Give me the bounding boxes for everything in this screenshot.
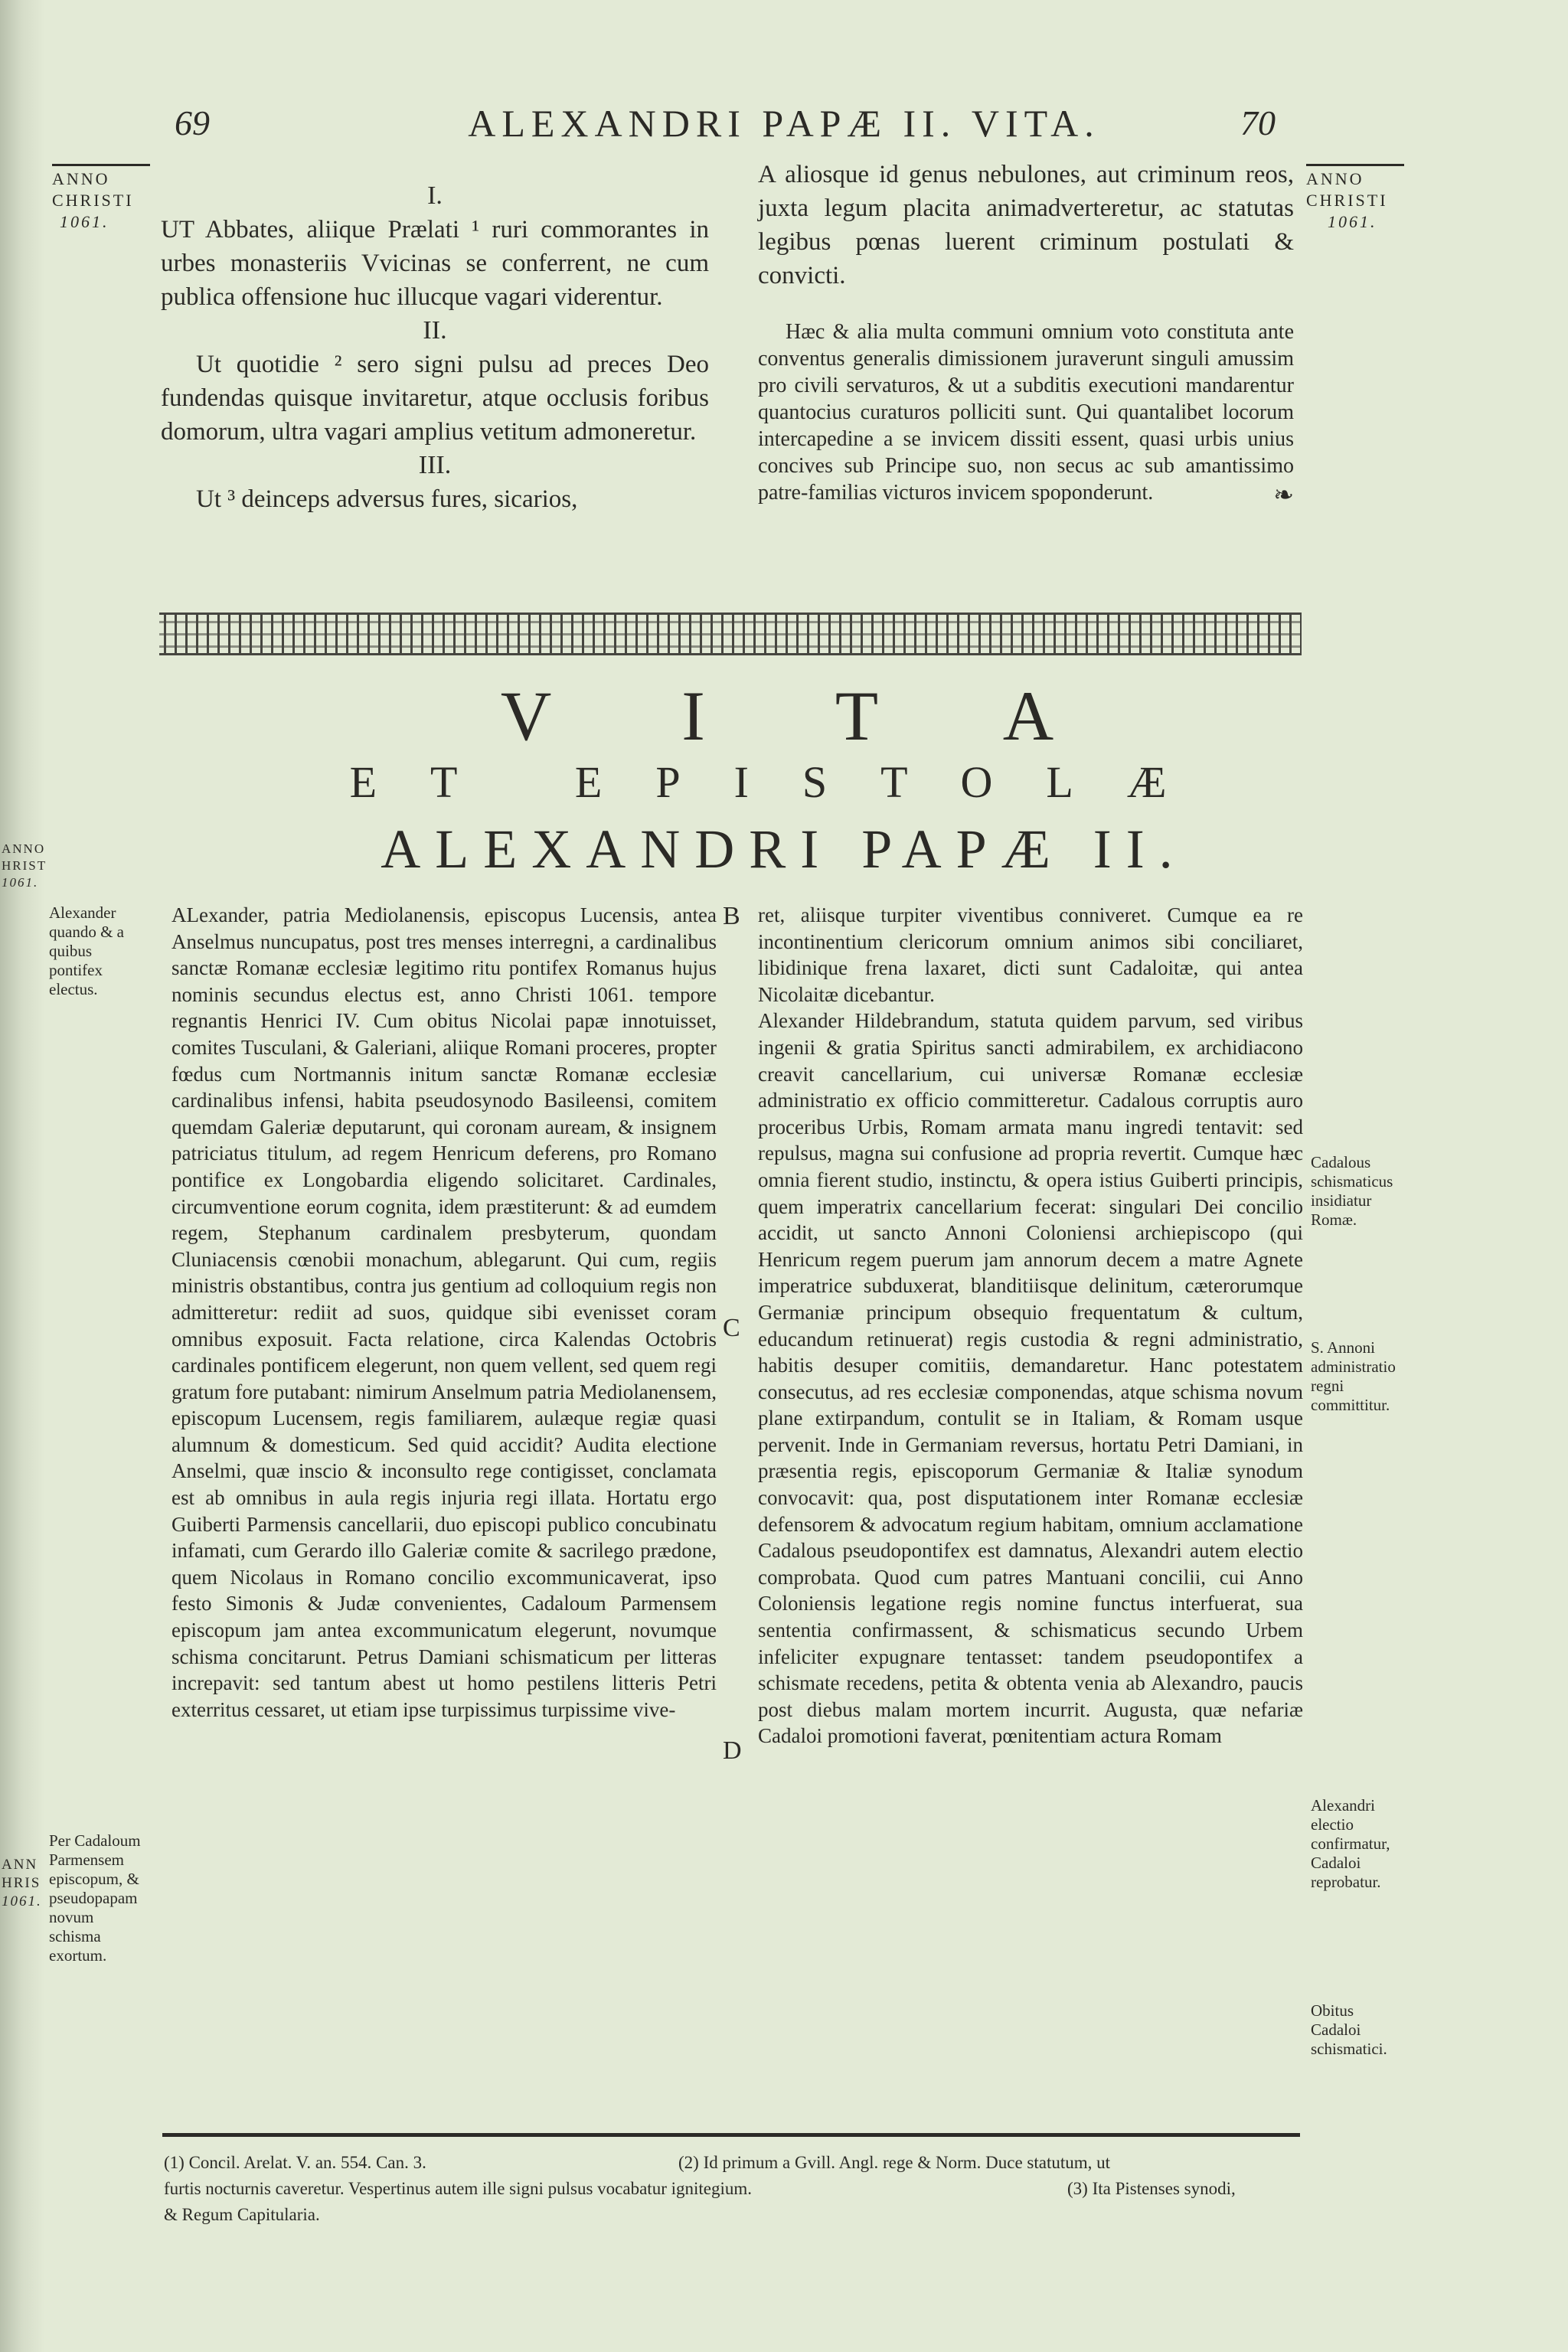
footnote-3: (3) Ita Pistenses synodi, [1067,2179,1236,2198]
footnotes [164,2150,1302,2228]
footnote-2-continued: furtis nocturnis caveretur. Vespertinus autem ille signi pulsus vocabatur ignitegium. [164,2179,753,2198]
decree-3-continued: A aliosque id genus nebulones, aut criminum reos, juxta legum placita animadverteretur, ac statutas legibus pœnas luerent criminum postulati & convicti. [758,161,1294,289]
margin-note-cadalous-insidiatur: Cadalous schismaticus insidiatur Romæ. [1311,1153,1393,1229]
section-letter-d: D [723,1736,742,1765]
anno-year: 1061. [2,875,39,890]
vita-left-column: ALexander, patria Mediolanensis, episcopus Lucensis, antea Anselmus nuncupatus, post tres menses interregni, a cardinalibus sanctæ Romanæ ecclesiæ legitimo ritu pontifex Romanus hujus nominis secundus electus est, anno Christi 1061. tempore regnantis Henrici IV. Cum obitus Nicolai papæ innotuisset, comites Tusculani, & Galeriani, aliique Romani proceres, propter fœdus cum Nortmannis initum sanctæ Romanæ ecclesiæ cardinalibus infensi, habita pseudosynodo Basileensi, comitem quemdam Galeriæ deputarunt, qui coronam auream, & insignem patriciatus titulum, ad regem Henricum deferens, pro Romano pontifice ex Longobardia eligendo solicitaret. Cardinales, circumventione eorum cognita, idem præstiterunt: & ad eumdem regem, Stephanum cardinalem presbyterum, quondam Cluniacensis cœnobii monachum, ablegarunt. Qui cum, regiis ministris obstantibus, contra jus gentium ad colloquium regis non admitteretur: rediit ad suos, quidque sibi evenisset coram omnibus exposuit. Facta relatione, circa Kalendas Octobris cardinales pontificem elegerunt, non quem vellent, sed quem regi gratum fore putabant: nimirum Anselmum patria Mediolanensem, episcopum Lucensem, regis familiarem, aulæque regiæ quasi alumnum & domesticum. Sed quid accidit? Audita electione Anselmi, quæ inscio & inconsulto rege contigisset, conclamata est ab omnibus in aula regis injuria regi illata. Hortatu ergo Guiberti Parmensis cancellarii, duo episcopi publico concubinatu infamati, cum Gerardo illo Galeriæ comite & sacrilego prædone, quem Nicolaus in Romano concilio excommunicaverat, ipso festo Simonis & Judæ convenientes, Cadaloum Parmensem episcopum jam antea excommunicatum elegerunt, novumque schisma concitarunt. Petrus Damiani schismaticum per litteras increpavit: sed tantum abest ut homo pestilens litteris Petri exterritus cessaret, ut etiam ipse turpissimus turpissime vive- [172,903,717,1721]
oath-paragraph: Hæc & alia multa communi omnium voto constituta ante conventus generalis dimissionem juraverunt singuli amussim pro civili servaturos, & ut a subditis executioni mandarentur quantocius curaturos polliciti sunt. Qui quantalibet locorum intercapedine a se invicem dissiti essent, quasi urbis unius concives sub Principe suo, non secus ac sub amantissimo patre-familias victuros invicem spoponderunt. [758,320,1294,505]
margin-note-schism: Per Cadaloum Parmensem episcopum, & pseudopapam novum schisma exortum. [49,1831,141,1965]
footnote-2: (2) Id primum a Gvill. Angl. rege & Norm. Duce statutum, ut [678,2153,1111,2172]
section-letter-b: B [723,902,740,930]
anno-left-low [2,1856,42,1911]
anno-year: 1061. [60,212,109,231]
page-edge-shadow [0,0,44,2352]
section-letter-c: C [723,1314,740,1342]
anno-label: ANNO [2,841,46,856]
decree-heading-3: III. [418,451,452,479]
anno-label: ANNO [1306,169,1364,188]
anno-left-top [52,168,134,233]
anno-year: 1061. [2,1893,42,1909]
decree-heading-2: II. [423,316,447,345]
anno-rule [1306,164,1404,166]
page-number-left: 69 [175,103,210,142]
end-flourish: ❧ [1273,481,1294,508]
ornamental-band [159,612,1302,655]
decree-2: Ut quotidie ² sero signi pulsu ad preces Deo fundendas quisque invitaretur, atque occlusis foribus domorum, ultra vagari amplius vetitum admoneretur. [161,351,709,446]
footnote-3-continued: & Regum Capitularia. [164,2205,320,2224]
decree-3: Ut ³ deinceps adversus fures, sicarios, [196,485,578,513]
title-alexandri-papae: ALEXANDRI PAPÆ II. [381,818,1187,880]
anno-christi: HRIS [2,1875,41,1891]
margin-note-election: Alexander quando & a quibus pontifex electus. [49,903,124,998]
decree-1-text: UT Abbates, aliique Prælati ¹ ruri commorantes in urbes monasteriis Vvicinas se conferrent, ne cum publica offensione huc illucque vagari viderentur. [161,216,709,311]
decrees-right-column [758,158,1294,509]
margin-note-obitus-cadaloi: Obitus Cadaloi schismatici. [1311,2001,1387,2058]
decrees-left-column [161,179,709,516]
footnote-rule [162,2133,1300,2137]
anno-year: 1061. [1328,212,1377,231]
page-number-right: 70 [1240,103,1276,142]
anno-label: ANN [2,1857,38,1873]
anno-christi: CHRISTI [52,191,134,210]
footnote-line-2 [164,2176,1302,2202]
anno-right-top [1306,168,1388,233]
title-et-epistolae: ET EPISTOLÆ [349,757,1220,807]
anno-christi: HRIST [2,858,47,873]
decree-1 [161,213,709,314]
margin-note-electio-confirmatur: Alexandri electio confirmatur, Cadaloi reprobatur. [1311,1796,1390,1891]
running-title: ALEXANDRI PAPÆ II. VITA. [468,102,1100,145]
title-vita: VITA [500,677,1184,755]
footnote-1: (1) Concil. Arelat. V. an. 554. Can. 3. [164,2153,426,2172]
footnote-line-1 [164,2150,1302,2176]
margin-note-anno-administratio: S. Annoni administratio regni committitur. [1311,1338,1396,1414]
vita-right-column: ret, aliisque turpiter viventibus conniveret. Cumque ea re incontinentium clericorum omnium animos sibi conciliaret, libidinique frena laxaret, dicti sunt Cadaloitæ, qui antea Nicolaitæ dicebantur. Alexander Hildebrandum, statuta quidem parvum, sed viribus ingenii & gratia Spiritus sancti admirabilem, ex archidiacono creavit cancellarium, cui universæ Romanæ ecclesiæ administratio ex officio committeretur. Cadalous corruptis auro proceribus Urbis, Romam armata manu ingredi tentavit: sed repulsus, magna sui confusione ad propria revertit. Cumque hæc omnia fierent studio, instinctu, & opera istius Guiberti principis, quem imperatrix cancellarium fecerat: singulari Dei concilio accidit, ut sancto Annoni Coloniensi archiepiscopo (qui Henricum regem puerum jam annorum decem a matre Agnete imperatrice subduxerat, blanditiisque delinitum, cæterorumque Germaniæ principum obsequio frequentatum & cultum, educandum retinuerat) regis custodia & regni administratio, habitis desuper comitiis, demandaretur. Hanc potestatem consecutus, ad res ecclesiæ componendas, atque schisma novum plane extirpandum, contulit se in Italiam, & Romam usque pervenit. Inde in Germaniam reversus, hortatu Petri Damiani, in præsentia regis, episcoporum Germaniæ & Italiæ synodum convocavit: qua, post disputationem inter Romanæ ecclesiæ defensorem & advocatum regium habitam, omnium acclamatione Cadalous pseudopontifex est damnatus, Alexandri autem electio comprobata. Quod cum patres Mantuani concilii, cui Anno Coloniensis legatione regis nomine functus interfuerat, sua sententia confirmassent, & schismaticus secundo Urbem infeliciter expugnare tentasset: tandem pseudopontifex a schismate recedens, petita & obtenta venia ab Alexandro, paucis post diebus malam mortem incurrit. Augusta, quæ nefariæ Cadaloi promotioni faverat, pœnitentiam actura Romam [758,903,1303,1748]
anno-label: ANNO [52,169,110,188]
anno-christi: CHRISTI [1306,191,1388,210]
anno-rule [52,164,150,166]
decree-heading-1: I. [427,181,443,210]
